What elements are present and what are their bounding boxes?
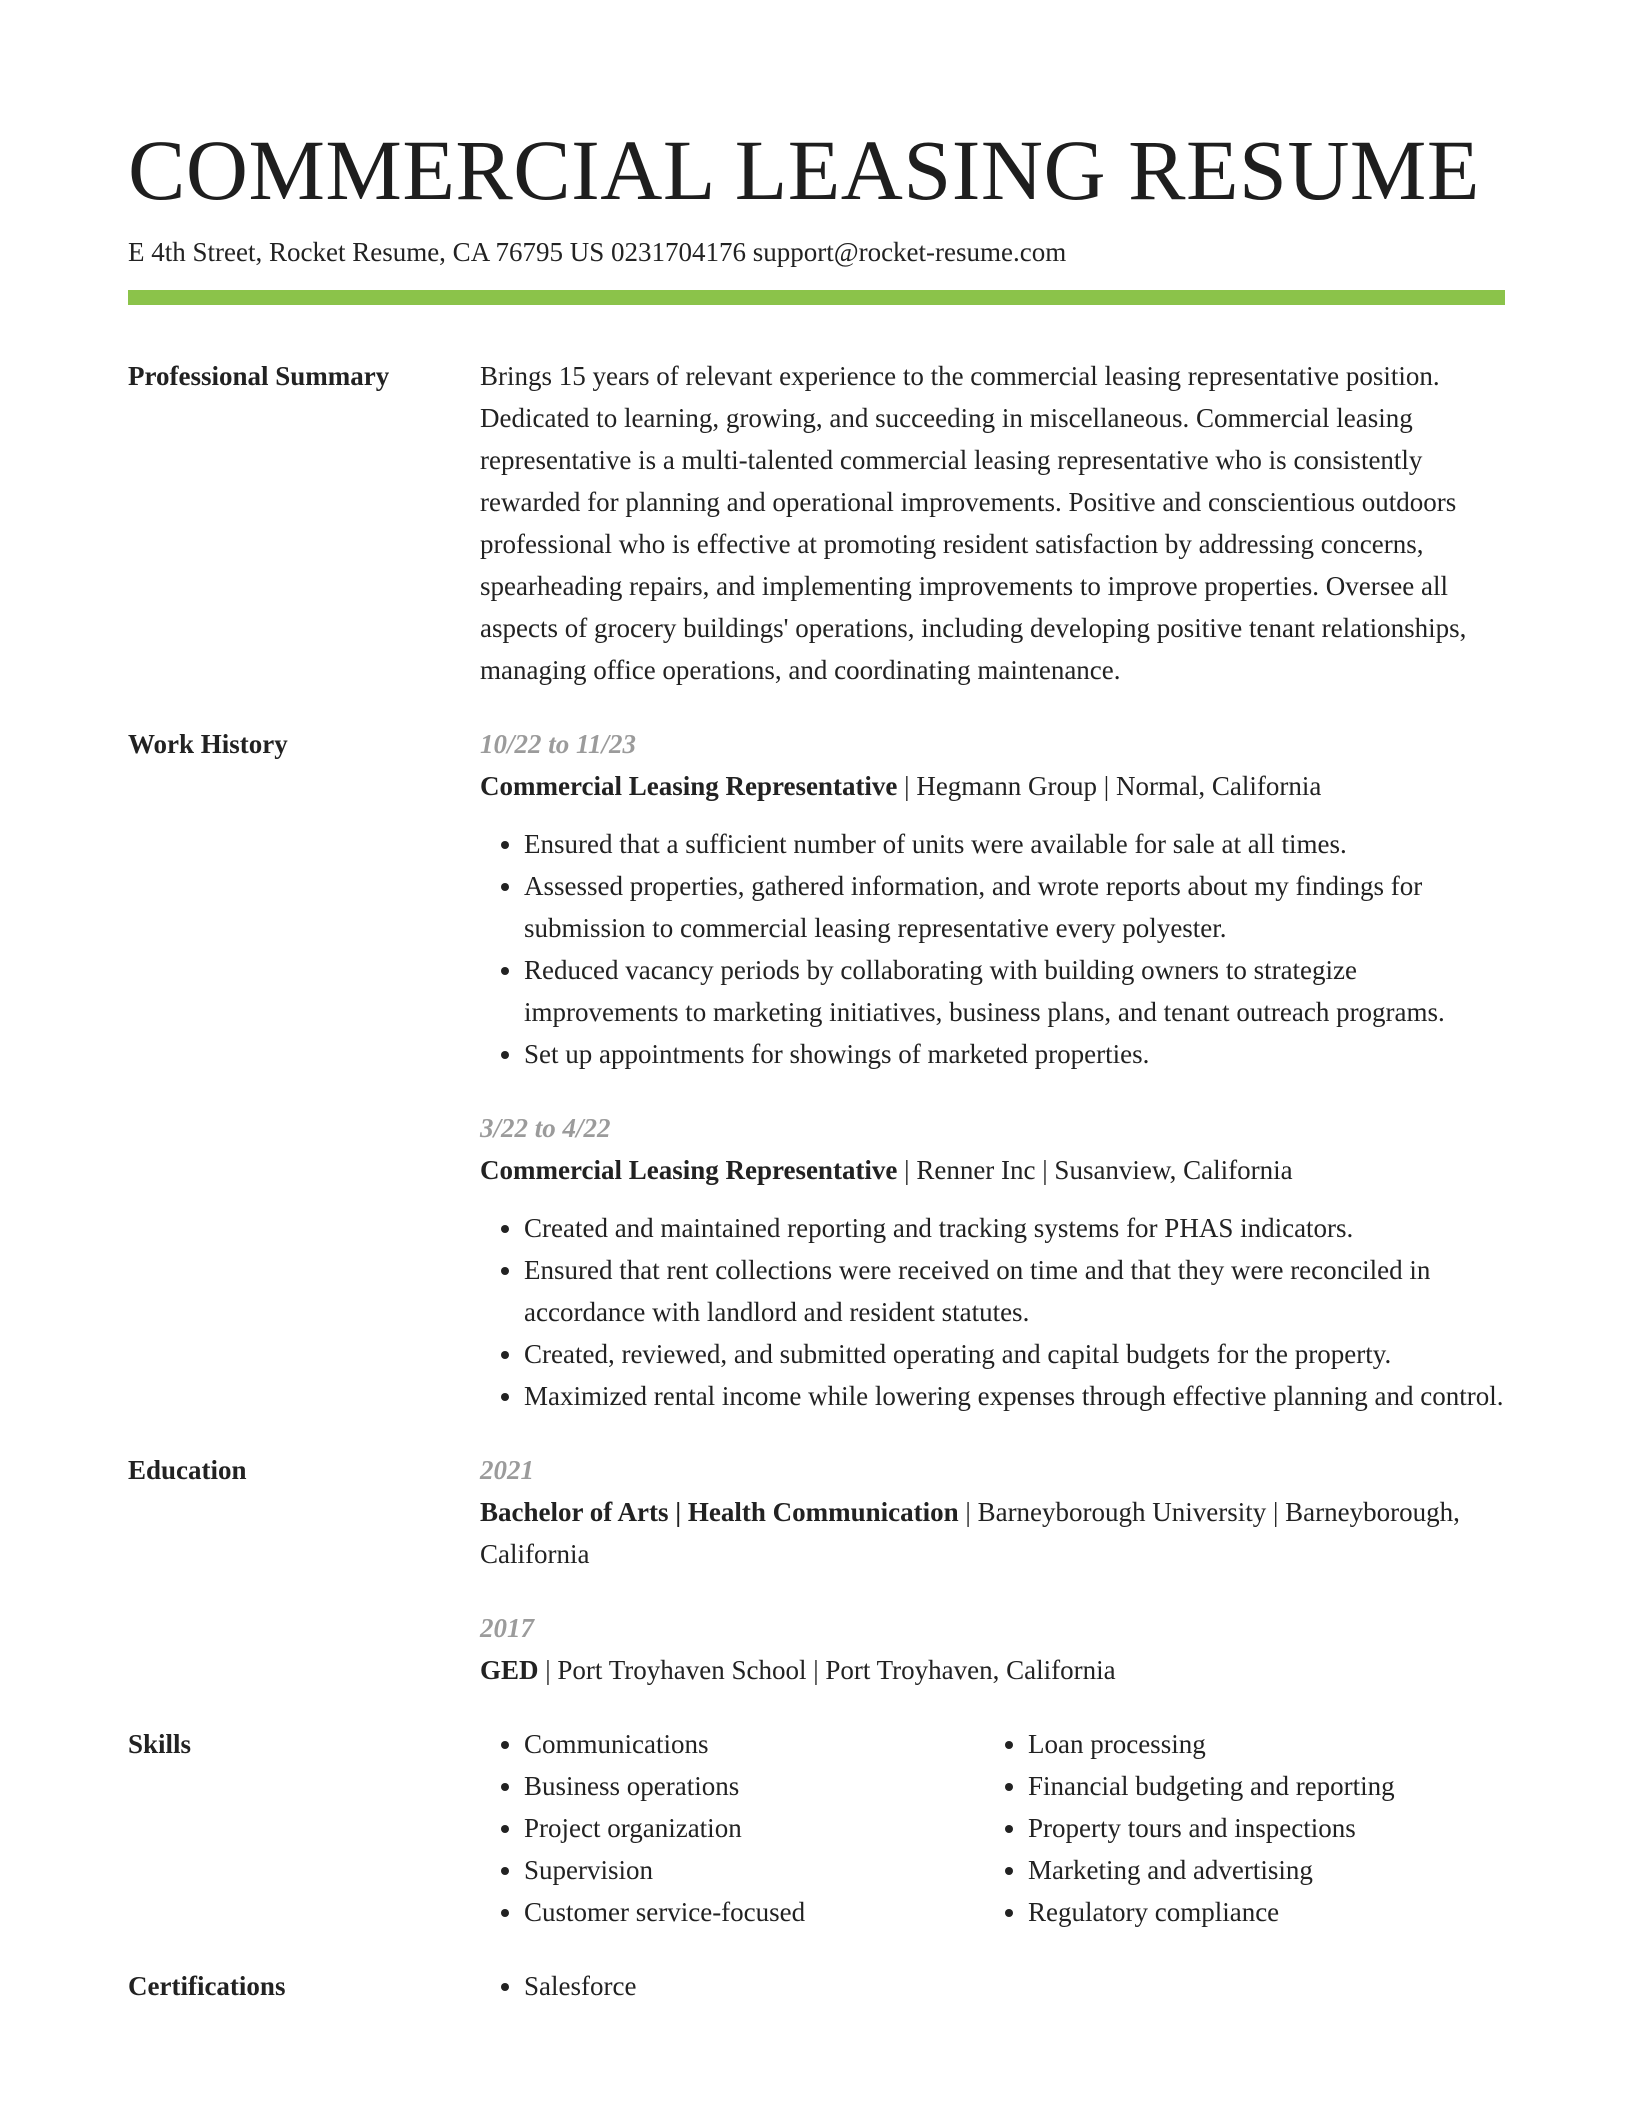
- skills-list-right: [984, 1723, 1488, 1933]
- education-entry: [480, 1607, 1505, 1691]
- job-bullet: • Created and maintained reporting and tracking systems for PHAS indicators.: [524, 1207, 1505, 1249]
- skills-body: [480, 1723, 1505, 1933]
- job-bullet: • Set up appointments for showings of marketed properties.: [524, 1033, 1505, 1075]
- education-degree: Bachelor of Arts | Health Communication: [480, 1497, 959, 1527]
- skill-item: • Customer service-focused: [524, 1891, 984, 1933]
- certifications-section: [128, 1965, 1505, 2007]
- skills-section: [128, 1723, 1505, 1933]
- skill-item: • Supervision: [524, 1849, 984, 1891]
- skill-item: • Marketing and advertising: [1028, 1849, 1488, 1891]
- education-body: [480, 1449, 1505, 1691]
- job-title: Commercial Leasing Representative: [480, 771, 898, 801]
- education-details: | Barneyborough University | Barneyborough, California: [480, 1497, 1460, 1569]
- job-heading: [480, 765, 1505, 807]
- certifications-body: [480, 1965, 1505, 2007]
- summary-text: Brings 15 years of relevant experience to the commercial leasing representative position. Dedicated to learning, growing, and succeeding in miscellaneous. Commercial leasing representative is a multi-talented commercial leasing representative who is consistently rewarded for planning and operational improvements. Positive and conscientious outdoors professional who is effective at promoting resident satisfaction by addressing concerns, spearheading repairs, and implementing improvements to improve properties. Oversee all aspects of grocery buildings' operations, including developing positive tenant relationships, managing office operations, and coordinating maintenance.: [480, 361, 1467, 685]
- job-bullet: • Reduced vacancy periods by collaborating with building owners to strategize improvements to marketing initiatives, business plans, and tenant outreach programs.: [524, 949, 1505, 1033]
- job-bullet: • Ensured that a sufficient number of units were available for sale at all times.: [524, 823, 1505, 865]
- education-year: 2021: [480, 1455, 534, 1485]
- education-heading: Education: [128, 1455, 247, 1485]
- work-history-heading: Work History: [128, 729, 288, 759]
- work-history-section: [128, 723, 1505, 1417]
- job-title: Commercial Leasing Representative: [480, 1155, 898, 1185]
- skills-columns: [480, 1723, 1505, 1933]
- job-bullet: • Created, reviewed, and submitted operating and capital budgets for the property.: [524, 1333, 1505, 1375]
- job-dates: 10/22 to 11/23: [480, 729, 637, 759]
- job-details: | Hegmann Group | Normal, California: [897, 771, 1322, 801]
- job-dates: 3/22 to 4/22: [480, 1113, 611, 1143]
- job-entry: [480, 1107, 1505, 1417]
- job-bullet: • Assessed properties, gathered information, and wrote reports about my findings for submission to commercial leasing representative every polyester.: [524, 865, 1505, 949]
- education-year: 2017: [480, 1613, 534, 1643]
- education-heading-line: [480, 1491, 1505, 1575]
- work-history-body: [480, 723, 1505, 1417]
- education-entry: [480, 1449, 1505, 1575]
- education-details: | Port Troyhaven School | Port Troyhaven, California: [538, 1655, 1116, 1685]
- skill-item: • Business operations: [524, 1765, 984, 1807]
- job-bullet: • Ensured that rent collections were received on time and that they were reconciled in accordance with landlord and resident statutes.: [524, 1249, 1505, 1333]
- education-degree: GED: [480, 1655, 539, 1685]
- skill-item: • Project organization: [524, 1807, 984, 1849]
- summary-body: [480, 355, 1505, 691]
- summary-heading: Professional Summary: [128, 361, 390, 391]
- job-bullet: • Maximized rental income while lowering expenses through effective planning and control.: [524, 1375, 1505, 1417]
- contact-line: E 4th Street, Rocket Resume, CA 76795 US 0231704176 support@rocket-resume.com: [128, 237, 1067, 267]
- certification-item: • Salesforce: [524, 1965, 1505, 2007]
- resume-title: COMMERCIAL LEASING RESUME: [128, 122, 1480, 218]
- skill-item: • Loan processing: [1028, 1723, 1488, 1765]
- education-heading-line: [480, 1649, 1505, 1691]
- summary-section: [128, 355, 1505, 691]
- certifications-heading: Certifications: [128, 1971, 286, 2001]
- skills-list-left: [480, 1723, 984, 1933]
- skill-item: • Communications: [524, 1723, 984, 1765]
- skill-item: • Regulatory compliance: [1028, 1891, 1488, 1933]
- job-bullets: [480, 1207, 1505, 1417]
- job-details: | Renner Inc | Susanview, California: [897, 1155, 1293, 1185]
- accent-divider: [128, 290, 1505, 305]
- job-heading: [480, 1149, 1505, 1191]
- job-entry: [480, 723, 1505, 1075]
- skill-item: • Financial budgeting and reporting: [1028, 1765, 1488, 1807]
- certifications-list: [480, 1965, 1505, 2007]
- skill-item: • Property tours and inspections: [1028, 1807, 1488, 1849]
- education-section: [128, 1449, 1505, 1691]
- skills-heading: Skills: [128, 1729, 192, 1759]
- resume-page: [128, 0, 1505, 2007]
- job-bullets: [480, 823, 1505, 1075]
